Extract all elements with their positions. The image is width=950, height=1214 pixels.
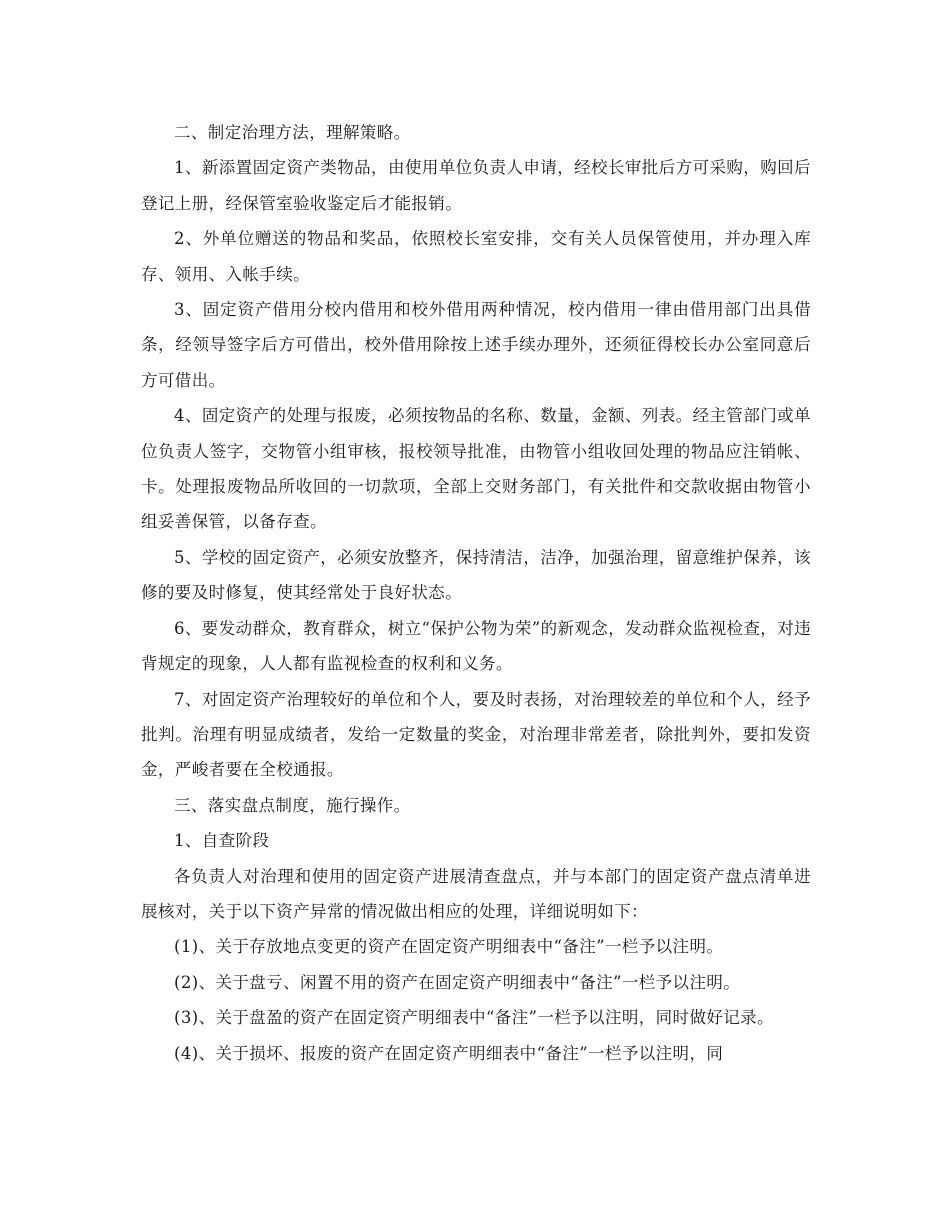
section-heading-3: 三、落实盘点制度，施行操作。 — [174, 795, 411, 815]
list-item-2: (2)、关于盘亏、闲置不用的资产在固定资产明细表中“备注”一栏予以注明。 — [174, 972, 741, 992]
paragraph-self-check-intro: 各负责人对治理和使用的固定资产进展清查盘点，并与本部门的固定资产盘点清单进展核对，关于以下资产异常的情况做出相应的处理，详细说明如下： — [141, 866, 811, 921]
paragraph-item-1: 1、新添置固定资产类物品，由使用单位负责人申请，经校长审批后方可采购，购回后登记上册，经保管室验收鉴定后才能报销。 — [141, 158, 811, 213]
paragraph-item-5: 5、学校的固定资产，必须安放整齐，保持清洁，洁净，加强治理，留意维护保养，该修的要及时修复，使其经常处于良好状态。 — [141, 547, 811, 603]
list-item-3: (3)、关于盘盈的资产在固定资产明细表中“备注”一栏予以注明，同时做好记录。 — [174, 1008, 774, 1028]
paragraph-item-4: 4、固定资产的处理与报废，必须按物品的名称、数量，金额、列表。经主管部门或单位负责人签字，交物管小组审核，报校领导批准，由物管小组收回处理的物品应注销帐、卡。处理报废物品所收回的一切款项，全部上交财务部门，有关批件和交款收据由物管小组妥善保管，以备存查。 — [141, 406, 811, 532]
list-item-4: (4)、关于损坏、报废的资产在固定资产明细表中“备注”一栏予以注明，同 — [174, 1043, 724, 1063]
document-body — [141, 115, 811, 1071]
paragraph-item-2: 2、外单位赠送的物品和奖品，依照校长室安排，交有关人员保管使用，并办理入库存、领用、入帐手续。 — [141, 229, 811, 284]
paragraph-item-3: 3、固定资产借用分校内借用和校外借用两种情况，校内借用一律由借用部门出具借条，经领导签字后方可借出，校外借用除按上述手续办理外，还须征得校长办公室同意后方可借出。 — [141, 300, 811, 390]
subheading-self-check: 1、自查阶段 — [174, 831, 270, 851]
paragraph-item-6: 6、要发动群众，教育群众，树立“保护公物为荣”的新观念，发动群众监视检查，对违背规定的现象，人人都有监视检查的权利和义务。 — [141, 618, 811, 674]
section-heading-2: 二、制定治理方法，理解策略。 — [174, 123, 411, 142]
list-item-1: (1)、关于存放地点变更的资产在固定资产明细表中“备注”一栏予以注明。 — [174, 937, 724, 957]
paragraph-item-7: 7、对固定资产治理较好的单位和个人，要及时表扬，对治理较差的单位和个人，经予批判。治理有明显成绩者，发给一定数量的奖金，对治理非常差者，除批判外，要扣发资金，严峻者要在全校通报。 — [141, 689, 811, 780]
